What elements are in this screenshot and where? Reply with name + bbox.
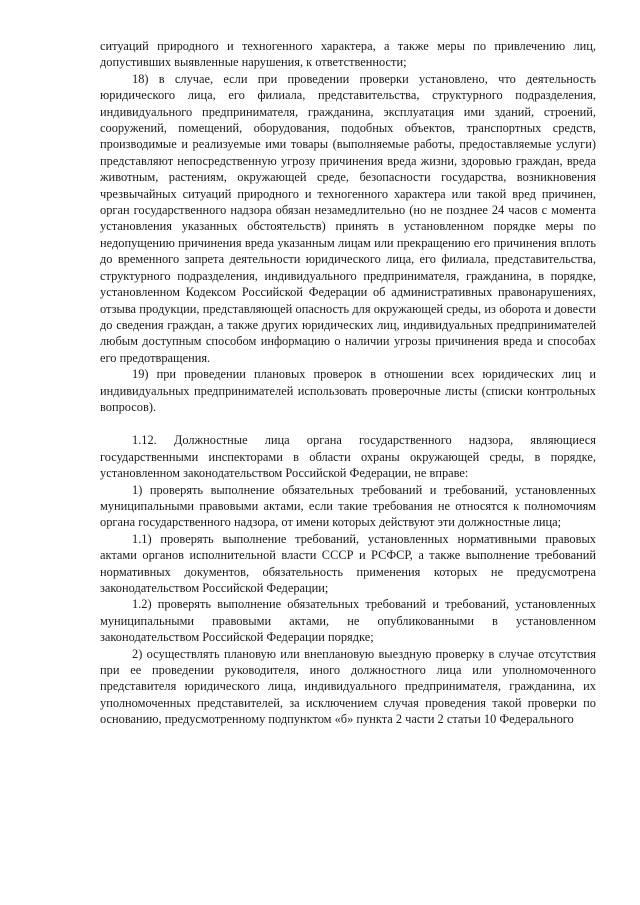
paragraph-section-1-12: 1.12. Должностные лица органа государственного надзора, являющиеся государственными инспекторами в области охраны окружающей среды, в порядке, установленном законодательством Российской Федерации, не вправе: [100,433,596,481]
paragraph-item-18: 18) в случае, если при проведении проверки установлено, что деятельность юридического лица, его филиала, представительства, структурного подразделения, индивидуального предпринимателя, гражданина, эксплуатация ими зданий, строений, сооружений, помещений, оборудования, подобных объектов, транспортных средств, производимые и реализуемые ими товары (выполняемые работы, предоставляемые услуги) представляют непосредственную угрозу причинения вреда жизни, здоровью граждан, вреда животным, растениям, окружающей среде, безопасности государства, возникновения чрезвычайных ситуаций природного и техногенного характера или такой вред причинен, орган государственного надзора обязан незамедлительно (но не позднее 24 часов с момента установления указанных обстоятельств) принять в установленном порядке меры по недопущению причинения вреда указанным лицам или прекращению его причинения вплоть до временного запрета деятельности юридического лица, его филиала, представительства, структурного подразделения, индивидуального предпринимателя, гражданина, в порядке, установленном Кодексом Российской Федерации об административных правонарушениях, отзыва продукции, представляющей опасность для окружающей среды, из оборота и довести до сведения граждан, а также других юридических лиц, индивидуальных предпринимателей любым доступным способом информацию о наличии угрозы причинения вреда и способах его предотвращения. [100,71,596,365]
section-gap [100,415,596,432]
paragraph-continuation: ситуаций природного и техногенного характера, а также меры по привлечению лиц, допустивших выявленные нарушения, к ответственности; [100,39,596,70]
paragraph-item-1-1: 1.1) проверять выполнение требований, установленных нормативными правовых актами органов исполнительной власти СССР и РСФСР, а также выполнение требований нормативных документов, обязательность применения которых не предусмотрена законодательством Российской Федерации; [100,531,596,595]
paragraph-item-1: 1) проверять выполнение обязательных требований и требований, установленных муниципальными правовыми актами, если такие требования не относятся к полномочиям органа государственного надзора, от имени которых действуют эти должностные лица; [100,482,596,530]
paragraph-item-2: 2) осуществлять плановую или внеплановую выездную проверку в случае отсутствия при ее проведении руководителя, иного должностного лица или уполномоченного представителя юридического лица, индивидуального предпринимателя, гражданина, их уполномоченных представителей, за исключением случая проведения такой проверки по основанию, предусмотренному подпунктом «б» пункта 2 части 2 статьи 10 Федерального [100,646,596,727]
paragraph-item-1-2: 1.2) проверять выполнение обязательных требований и требований, установленных муниципальными правовыми актами, не опубликованными в установленном законодательством Российской Федерации порядке; [100,597,596,645]
paragraph-item-19: 19) при проведении плановых проверок в отношении всех юридических лиц и индивидуальных предпринимателей использовать проверочные листы (списки контрольных вопросов). [100,367,596,414]
document-page [100,38,596,728]
